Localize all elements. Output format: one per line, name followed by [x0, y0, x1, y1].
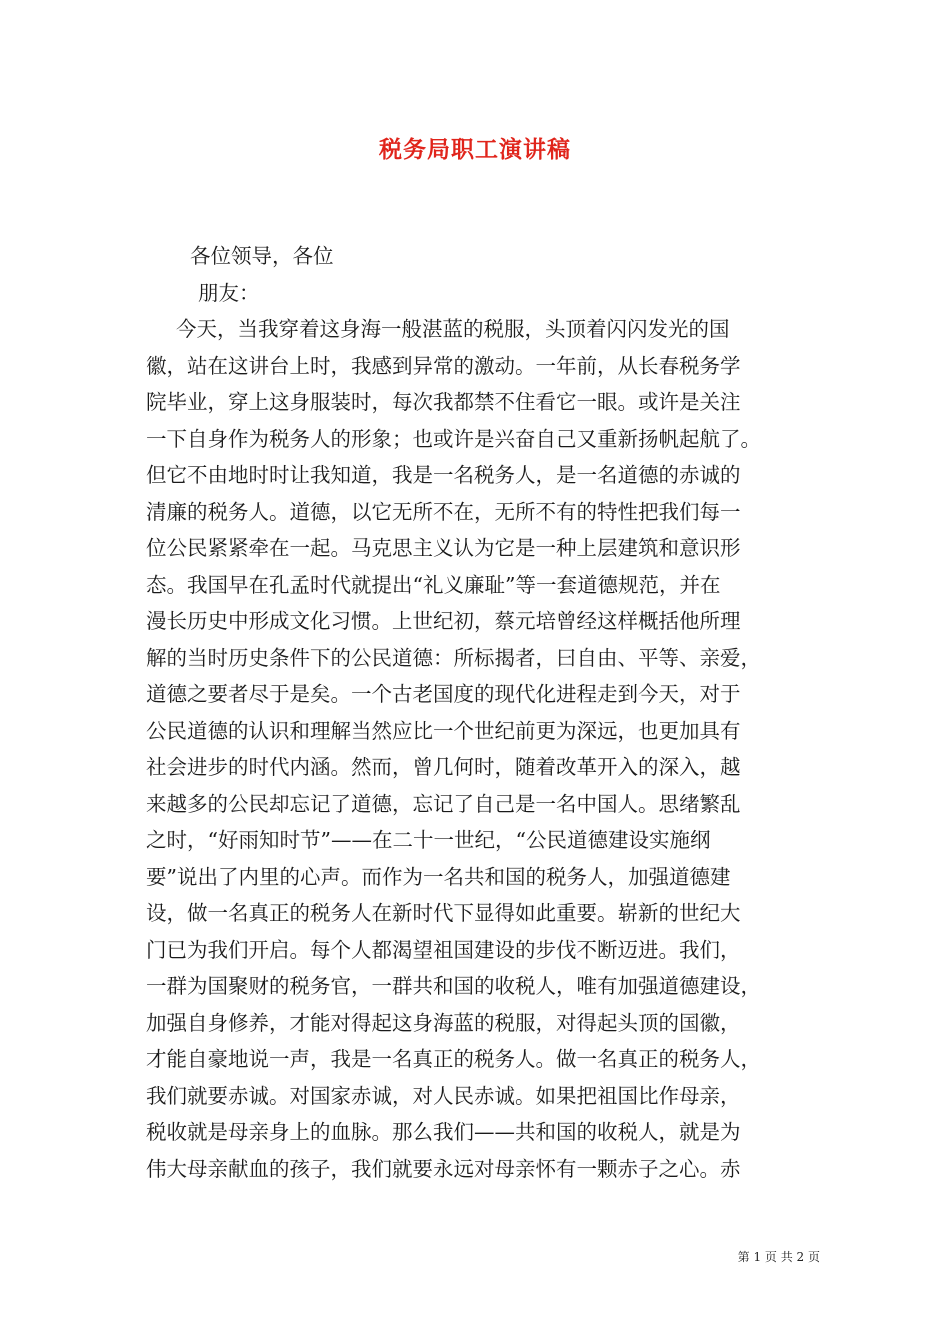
body-line: 税收就是母亲身上的血脉。那么我们——共和国的收税人，就是为 — [146, 1120, 741, 1144]
body-line: 要”说出了内里的心声。而作为一名共和国的税务人，加强道德建 — [146, 864, 731, 889]
body-line: 位公民紧紧牵在一起。马克思主义认为它是一种上层建筑和意识形 — [146, 536, 741, 560]
greeting-line-2: 朋友： — [198, 280, 260, 305]
body-line: 今天，当我穿着这身海一般湛蓝的税服，头顶着闪闪发光的国 — [176, 317, 730, 341]
body-line: 设，做一名真正的税务人在新时代下显得如此重要。崭新的世纪大 — [146, 901, 741, 925]
body-line: 伟大母亲献血的孩子，我们就要永远对母亲怀有一颗赤子之心。赤 — [146, 1156, 741, 1181]
body-line: 来越多的公民却忘记了道德，忘记了自己是一名中国人。思绪繁乱 — [146, 791, 741, 816]
body-line: 社会进步的时代内涵。然而，曾几何时，随着改革开入的深入，越 — [146, 755, 741, 779]
body-line: 漫长历史中形成文化习惯。上世纪初，蔡元培曾经这样概括他所理 — [146, 609, 741, 633]
document-title: 税务局职工演讲稿 — [379, 136, 571, 163]
document-body — [146, 238, 816, 1187]
body-line: 清廉的税务人。道德，以它无所不在，无所不有的特性把我们每一 — [146, 499, 741, 524]
body-line: 一群为国聚财的税务官，一群共和国的收税人，唯有加强道德建设， — [146, 974, 761, 998]
body-line: 加强自身修养，才能对得起这身海蓝的税服，对得起头顶的国徽， — [146, 1010, 741, 1035]
body-line: 徽，站在这讲台上时，我感到异常的激动。一年前，从长春税务学 — [146, 353, 741, 378]
body-line: 道德之要者尽于是矣。一个古老国度的现代化进程走到今天，对于 — [146, 682, 741, 706]
body-line: 公民道德的认识和理解当然应比一个世纪前更为深远，也更加具有 — [146, 718, 741, 743]
body-line: 解的当时历史条件下的公民道德：所标揭者，曰自由、平等、亲爱， — [146, 645, 761, 670]
page-number-footer: 第 1 页 共 2 页 — [737, 1250, 820, 1264]
body-line: 一下自身作为税务人的形象；也或许是兴奋自己又重新扬帆起航了。 — [146, 426, 761, 451]
body-line: 才能自豪地说一声，我是一名真正的税务人。做一名真正的税务人， — [146, 1047, 761, 1071]
body-line: 我们就要赤诚。对国家赤诚，对人民赤诚。如果把祖国比作母亲， — [146, 1083, 741, 1108]
body-line: 门已为我们开启。每个人都渴望祖国建设的步伐不断迈进。我们， — [146, 937, 741, 962]
body-line: 院毕业，穿上这身服装时，每次我都禁不住看它一眼。或许是关注 — [146, 390, 741, 414]
body-line: 但它不由地时时让我知道，我是一名税务人，是一名道德的赤诚的 — [146, 463, 741, 487]
body-line: 态。我国早在孔孟时代就提出“礼义廉耻”等一套道德规范，并在 — [146, 572, 721, 597]
body-line: 之时，“好雨知时节”——在二十一世纪，“公民道德建设实施纲 — [146, 828, 711, 852]
greeting-line-1: 各位领导，各位 — [190, 244, 334, 268]
